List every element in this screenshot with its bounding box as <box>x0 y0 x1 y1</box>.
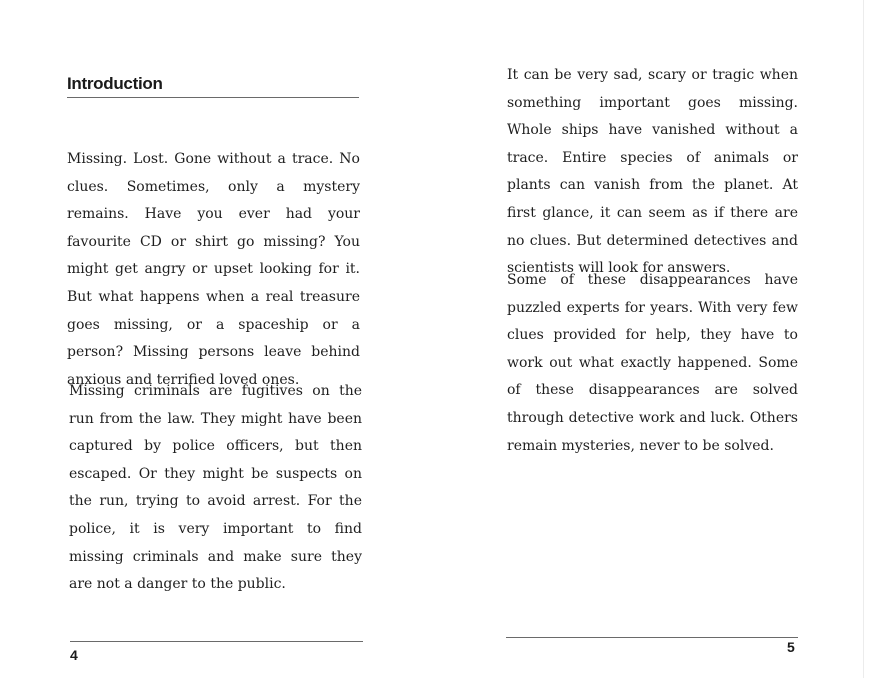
right-paragraph-2: Some of these disappearances have puzzled experts for years. With very few clues provided for help, they have to work out what exactly happened. Some of these disappearances are solved through detective work and luck. Others remain mysteries, never to be solved. <box>507 272 798 454</box>
section-heading: Introduction <box>67 74 163 93</box>
heading-underline <box>67 97 359 98</box>
left-paragraph-2: Missing criminals are fugitives on the run from the law. They might have been captured by police officers, but then escaped. Or they might be suspects on the run, trying to avoid arrest. For the police, it is very important to find missing criminals and make sure they are not a danger to the public. <box>69 383 362 593</box>
left-paragraph-1: Missing. Lost. Gone without a trace. No clues. Sometimes, only a mystery remains. Have you ever had your favourite CD or shirt go missing? You might get angry or upset looking for it. But what happens when a real treasure goes missing, or a spaceship or a person? Missing persons leave behind anxious and terrified loved ones. <box>67 151 360 388</box>
left-page-number: 4 <box>70 647 78 663</box>
page-edge <box>863 0 864 678</box>
left-footer-rule <box>70 641 363 642</box>
right-page-number: 5 <box>787 639 795 655</box>
right-page <box>435 0 870 678</box>
right-footer-rule <box>506 637 798 638</box>
right-paragraph-1: It can be very sad, scary or tragic when something important goes missing. Whole ships have vanished without a trace. Entire species of animals or plants can vanish from the planet. At first glance, it can seem as if there are no clues. But determined detectives and scientists will look for answers. <box>507 67 798 277</box>
